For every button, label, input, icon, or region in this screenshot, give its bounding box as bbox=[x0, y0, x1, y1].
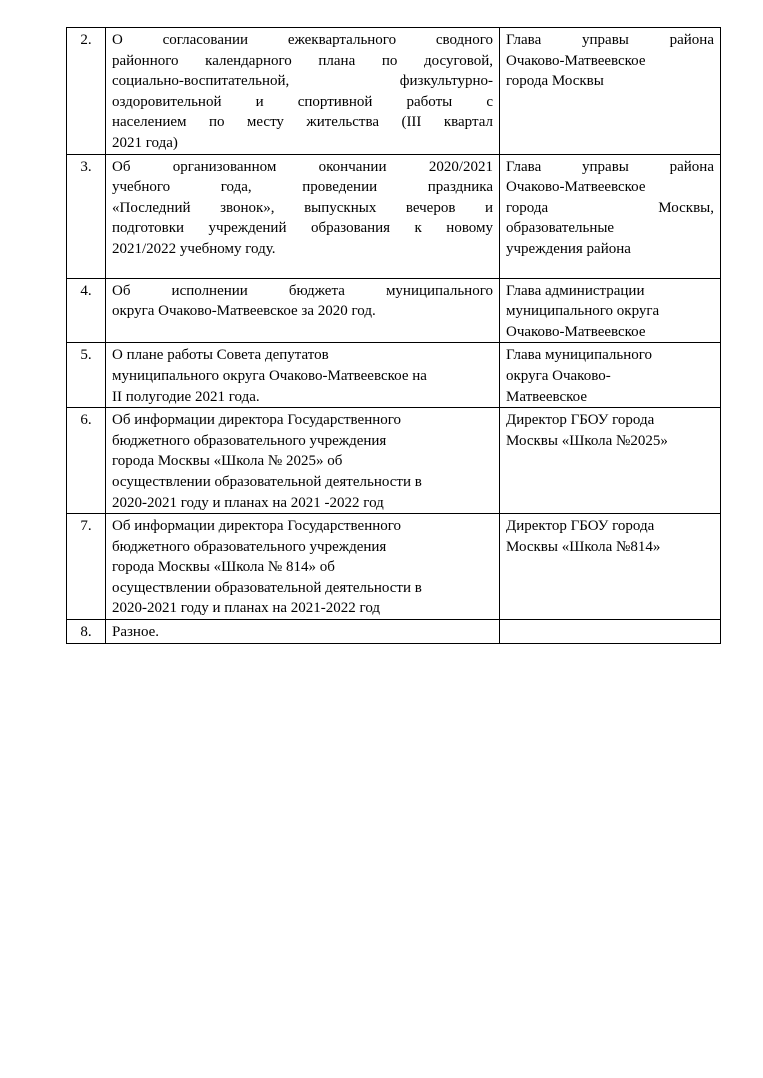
table-row bbox=[67, 28, 721, 155]
responsible-line: муниципального округа bbox=[506, 303, 660, 320]
topic-line: бюджетного образовательного учреждения bbox=[112, 432, 387, 449]
responsible-line: Москвы «Школа №814» bbox=[506, 538, 661, 555]
responsible-line: города Москвы, bbox=[506, 199, 714, 216]
responsible-line: Москвы «Школа №2025» bbox=[506, 432, 668, 449]
agenda-table bbox=[66, 27, 721, 644]
row-number: 3. bbox=[67, 154, 106, 278]
topic-line: учебного года, проведении праздника bbox=[112, 179, 493, 196]
row-number: 4. bbox=[67, 278, 106, 343]
table-row bbox=[67, 620, 721, 644]
responsible-line: Директор ГБОУ города bbox=[506, 518, 655, 535]
row-number: 7. bbox=[67, 514, 106, 620]
responsible-line: Глава администрации bbox=[506, 282, 645, 299]
topic-line: II полугодие 2021 года. bbox=[112, 388, 260, 405]
topic-line: социально-воспитательной, физкультурно- bbox=[112, 73, 493, 90]
responsible-cell bbox=[500, 514, 721, 620]
topic-line: города Москвы «Школа № 2025» об bbox=[112, 453, 343, 470]
topic-line: Об исполнении бюджета муниципального bbox=[112, 282, 493, 299]
responsible-cell bbox=[500, 408, 721, 514]
table-row bbox=[67, 278, 721, 343]
agenda-topic bbox=[106, 278, 500, 343]
agenda-topic bbox=[106, 28, 500, 155]
topic-line: Разное. bbox=[112, 624, 160, 641]
topic-line: Об организованном окончании 2020/2021 bbox=[112, 158, 493, 175]
topic-line: О плане работы Совета депутатов bbox=[112, 347, 329, 364]
topic-line: Об информации директора Государственного bbox=[112, 518, 402, 535]
topic-line: осуществлении образовательной деятельности в bbox=[112, 579, 422, 596]
table-row bbox=[67, 514, 721, 620]
table-row bbox=[67, 154, 721, 278]
topic-line: 2021/2022 учебному году. bbox=[112, 240, 276, 257]
topic-line: города Москвы «Школа № 814» об bbox=[112, 559, 335, 576]
agenda-topic bbox=[106, 408, 500, 514]
responsible-line: образовательные bbox=[506, 220, 615, 237]
topic-line: 2020-2021 году и планах на 2021 -2022 год bbox=[112, 494, 384, 511]
topic-line: населением по месту жительства (III квартал bbox=[112, 114, 493, 131]
responsible-line: города Москвы bbox=[506, 73, 604, 90]
agenda-topic bbox=[106, 514, 500, 620]
topic-line: осуществлении образовательной деятельности в bbox=[112, 473, 422, 490]
row-number: 5. bbox=[67, 343, 106, 408]
responsible-line: Очаково-Матвеевское bbox=[506, 52, 646, 69]
responsible-line: Матвеевское bbox=[506, 388, 587, 405]
responsible-cell bbox=[500, 278, 721, 343]
responsible-line: Глава управы района bbox=[506, 158, 714, 175]
topic-line: 2021 года) bbox=[112, 134, 178, 151]
row-number: 2. bbox=[67, 28, 106, 155]
row-number: 8. bbox=[67, 620, 106, 644]
responsible-line: Глава управы района bbox=[506, 32, 714, 48]
agenda-topic bbox=[106, 343, 500, 408]
topic-line: О согласовании ежеквартального сводного bbox=[112, 32, 493, 48]
topic-line: бюджетного образовательного учреждения bbox=[112, 538, 387, 555]
topic-line: округа Очаково-Матвеевское за 2020 год. bbox=[112, 303, 376, 320]
topic-line: Об информации директора Государственного bbox=[112, 412, 402, 429]
topic-line: 2020-2021 году и планах на 2021-2022 год bbox=[112, 600, 381, 617]
responsible-cell bbox=[500, 154, 721, 278]
topic-line: подготовки учреждений образования к новому bbox=[112, 220, 493, 237]
row-number: 6. bbox=[67, 408, 106, 514]
agenda-topic bbox=[106, 620, 500, 644]
responsible-line: Директор ГБОУ города bbox=[506, 412, 655, 429]
topic-line: муниципального округа Очаково-Матвеевское на bbox=[112, 367, 427, 384]
responsible-line: учреждения района bbox=[506, 240, 631, 257]
responsible-line: Глава муниципального bbox=[506, 347, 653, 364]
topic-line: «Последний звонок», выпускных вечеров и bbox=[112, 199, 493, 216]
table-row bbox=[67, 343, 721, 408]
responsible-cell bbox=[500, 620, 721, 644]
responsible-line: Очаково-Матвеевское bbox=[506, 323, 646, 340]
responsible-line: Очаково-Матвеевское bbox=[506, 179, 646, 196]
topic-line: районного календарного плана по досуговой, bbox=[112, 52, 493, 69]
responsible-cell bbox=[500, 28, 721, 155]
topic-line: оздоровительной и спортивной работы с bbox=[112, 93, 493, 110]
table-row bbox=[67, 408, 721, 514]
responsible-cell bbox=[500, 343, 721, 408]
responsible-line: округа Очаково- bbox=[506, 367, 611, 384]
agenda-topic bbox=[106, 154, 500, 278]
